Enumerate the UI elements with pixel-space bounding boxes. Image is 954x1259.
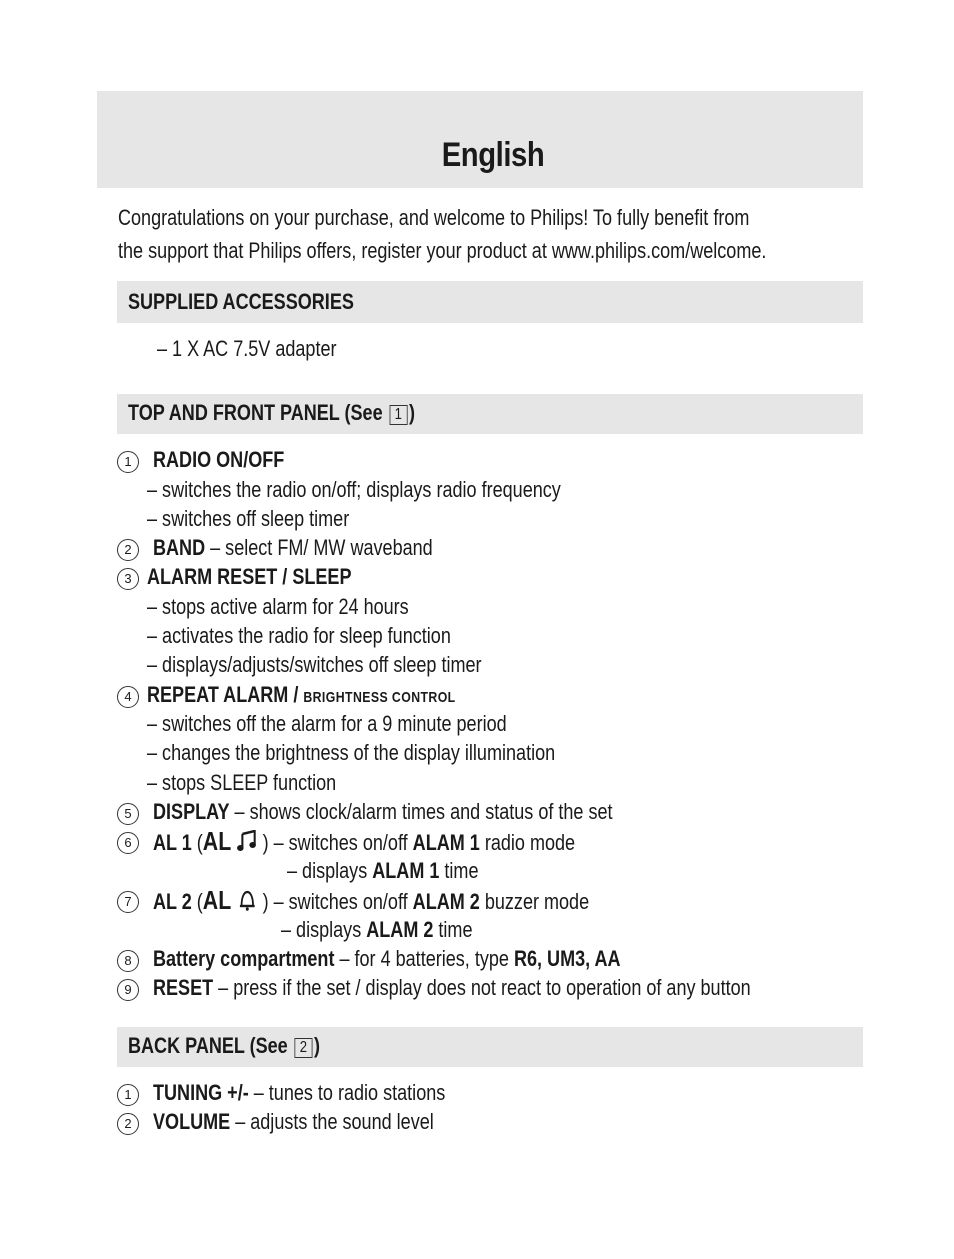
back-item-2: VOLUME – adjusts the sound level bbox=[153, 1109, 434, 1134]
item-1-title: RADIO ON/OFF bbox=[153, 447, 285, 472]
item-7: AL 2 (AL ) – switches on/off ALAM 2 buzzer mode bbox=[153, 885, 590, 915]
item-number-2: 2 bbox=[117, 539, 139, 561]
item-4-desc-a: – switches off the alarm for a 9 minute period bbox=[147, 711, 507, 736]
back-item-number-2: 2 bbox=[117, 1113, 139, 1135]
item-number-9: 9 bbox=[117, 979, 139, 1001]
item-4-title: REPEAT ALARM / BRIGHTNESS CONTROL bbox=[147, 682, 456, 707]
bell-icon bbox=[236, 889, 257, 917]
item-2: BAND – select FM/ MW waveband bbox=[153, 535, 433, 560]
item-5: DISPLAY – shows clock/alarm times and status of the set bbox=[153, 799, 613, 824]
back-item-number-1: 1 bbox=[117, 1084, 139, 1106]
figure-ref-2: 2 bbox=[294, 1038, 312, 1058]
item-9: RESET – press if the set / display does not react to operation of any button bbox=[153, 975, 751, 1000]
item-number-3: 3 bbox=[117, 568, 139, 590]
item-number-6: 6 bbox=[117, 832, 139, 854]
page-title: English bbox=[441, 136, 545, 174]
item-number-8: 8 bbox=[117, 950, 139, 972]
back-panel-band bbox=[117, 1027, 863, 1067]
item-number-5: 5 bbox=[117, 803, 139, 825]
item-4-desc-c: – stops SLEEP function bbox=[147, 770, 337, 795]
item-1-desc-a: – switches the radio on/off; displays radio frequency bbox=[147, 477, 561, 502]
supplied-accessories-heading: SUPPLIED ACCESSORIES bbox=[128, 289, 354, 314]
item-3-desc-a: – stops active alarm for 24 hours bbox=[147, 594, 409, 619]
item-number-1: 1 bbox=[117, 451, 139, 473]
supplied-item: – 1 X AC 7.5V adapter bbox=[157, 336, 337, 361]
supplied-accessories-band bbox=[117, 281, 863, 323]
back-item-1: TUNING +/- – tunes to radio stations bbox=[153, 1080, 446, 1105]
figure-ref-1: 1 bbox=[389, 405, 407, 425]
intro-line-1: Congratulations on your purchase, and welcome to Philips! To fully benefit from bbox=[118, 205, 750, 230]
item-number-7: 7 bbox=[117, 891, 139, 913]
item-6-desc: – displays ALAM 1 time bbox=[287, 858, 479, 883]
back-panel-heading: BACK PANEL (See 2 ) bbox=[128, 1033, 321, 1058]
item-3-desc-c: – displays/adjusts/switches off sleep timer bbox=[147, 652, 482, 677]
music-note-icon bbox=[236, 830, 257, 858]
top-panel-heading: TOP AND FRONT PANEL (See 1 ) bbox=[128, 400, 415, 425]
intro-line-2: the support that Philips offers, register your product at www.philips.com/welcome. bbox=[118, 238, 767, 263]
item-7-desc: – displays ALAM 2 time bbox=[281, 917, 473, 942]
item-1-desc-b: – switches off sleep timer bbox=[147, 506, 350, 531]
item-6: AL 1 (AL ) – switches on/off ALAM 1 radio mode bbox=[153, 826, 576, 856]
item-3-title: ALARM RESET / SLEEP bbox=[147, 564, 352, 589]
top-panel-band bbox=[117, 394, 863, 434]
item-4-desc-b: – changes the brightness of the display illumination bbox=[147, 740, 556, 765]
item-8: Battery compartment – for 4 batteries, type R6, UM3, AA bbox=[153, 946, 621, 971]
item-number-4: 4 bbox=[117, 686, 139, 708]
item-3-desc-b: – activates the radio for sleep function bbox=[147, 623, 451, 648]
